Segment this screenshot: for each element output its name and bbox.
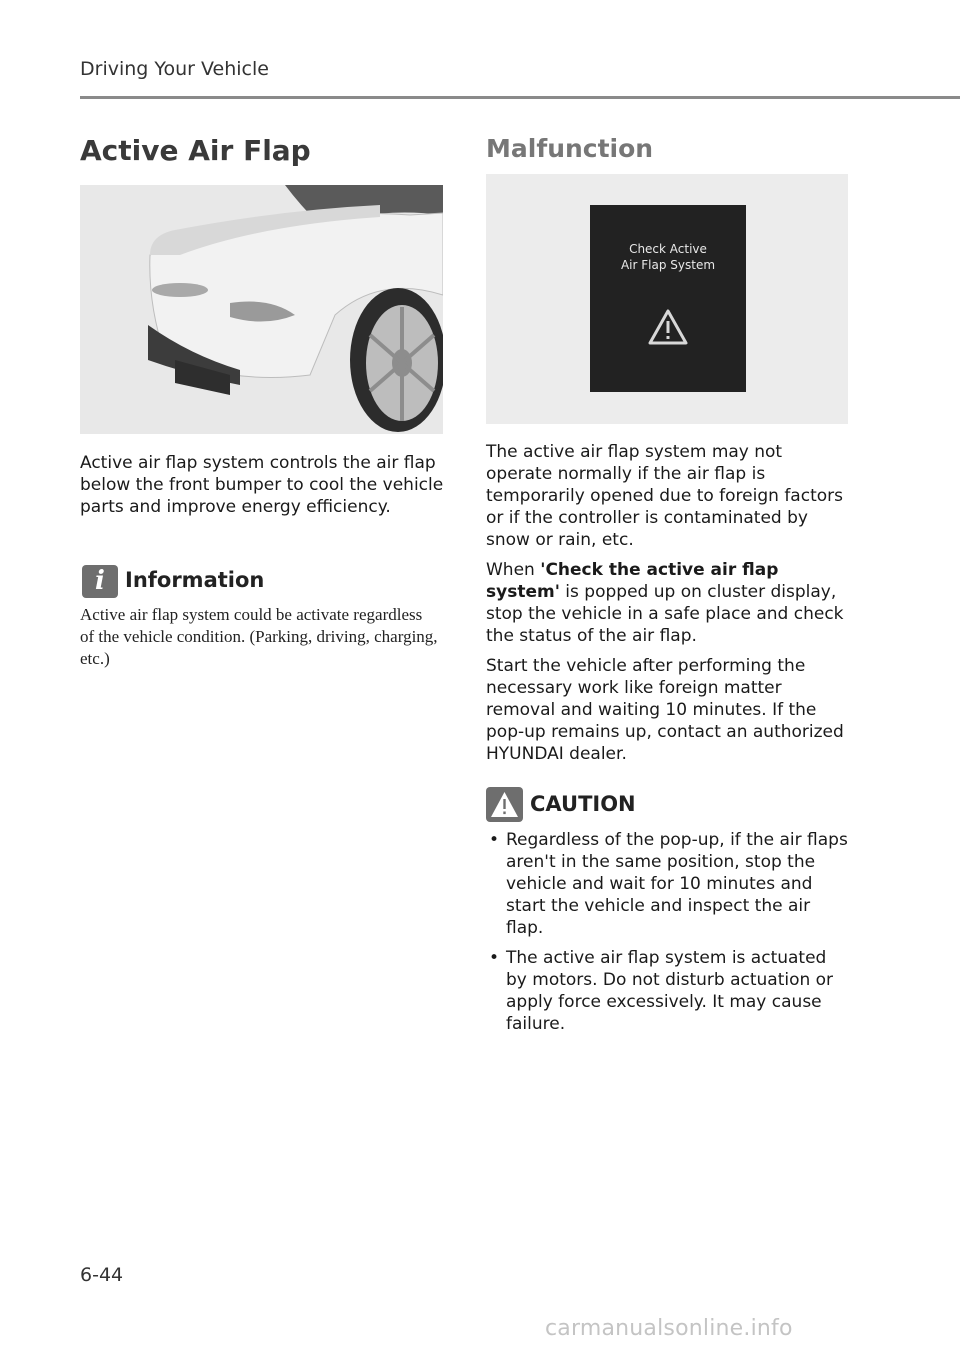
malfunction-body (486, 441, 852, 773)
malfunction-paragraph-3: Start the vehicle after performing the necessary work like foreign matter removal and waiting 10 minutes. If the pop-up remains up, contact an authorized HYUNDAI dealer. (486, 656, 844, 764)
caution-list (486, 829, 852, 1043)
caution-item: • Regardless of the pop-up, if the air flaps aren't in the same position, stop the vehicle and wait for 10 minutes and start the vehicle and inspect the air flap. (486, 829, 852, 939)
intro-paragraph: Active air flap system controls the air flap below the front bumper to cool the vehicle parts and improve energy efficiency. (80, 453, 444, 517)
page-number: 6-44 (80, 1264, 124, 1286)
malfunction-paragraph-2 (486, 559, 852, 647)
car-front-bumper-illustration (80, 185, 443, 434)
cluster-screen (590, 205, 746, 392)
para2-prefix: When (486, 560, 541, 580)
cluster-warning-message: Check Active Air Flap System (620, 242, 716, 272)
section-heading-active-air-flap: Active Air Flap (80, 134, 311, 167)
caution-item: • The active air flap system is actuated by motors. Do not disturb actuation or apply force excessively. It may cause failure. (486, 947, 852, 1035)
cluster-message-reference: 'Check the active air flap system' (486, 560, 779, 602)
info-icon: i (82, 565, 118, 598)
warning-triangle-icon (647, 308, 689, 346)
information-text: Active air flap system could be activate regardless of the vehicle condition. (Parking, driving, charging, etc.) (80, 605, 438, 668)
section-heading-malfunction: Malfunction (486, 134, 654, 163)
para2-suffix: is popped up on cluster display, stop the vehicle in a safe place and check the status of the air flap. (486, 582, 844, 646)
watermark: carmanualsonline.info (545, 1316, 793, 1341)
malfunction-paragraph-1: The active air flap system may not operate normally if the air flap is temporarily opened due to foreign factors or if the controller is contaminated by snow or rain, etc. (486, 442, 843, 550)
caution-warning-icon (486, 787, 523, 822)
header-divider (80, 96, 960, 99)
running-header: Driving Your Vehicle (80, 58, 269, 80)
information-title: Information (125, 568, 265, 592)
caution-title: CAUTION (530, 792, 636, 816)
cluster-display-illustration (486, 174, 848, 424)
